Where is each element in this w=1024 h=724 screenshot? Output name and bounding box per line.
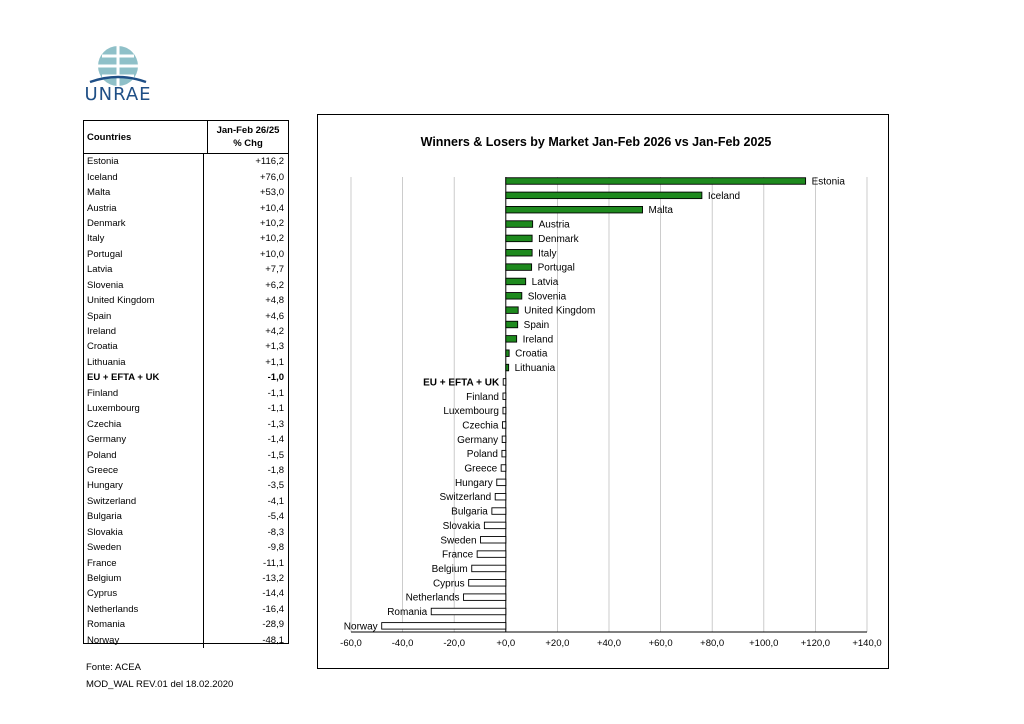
table-row (84, 478, 288, 493)
bar-label: Switzerland (439, 492, 492, 504)
x-tick-label: -60,0 (340, 638, 362, 649)
chart-frame (317, 114, 889, 669)
bar-label: Portugal (537, 262, 575, 274)
bar-label: Norway (343, 621, 378, 633)
table-row (84, 324, 288, 339)
bar-label: Cyprus (432, 578, 465, 590)
change-cell: -8,3 (267, 526, 284, 538)
country-cell: Belgium (84, 571, 204, 586)
table-row (84, 617, 288, 632)
change-cell: -1,1 (267, 403, 284, 415)
change-cell: +116,2 (255, 156, 284, 168)
bar-label: Germany (457, 434, 499, 446)
table-row (84, 633, 288, 648)
bar-united-kingdom (506, 307, 518, 314)
x-tick-label: -40,0 (391, 638, 414, 649)
change-cell: +1,1 (265, 356, 284, 368)
bar-germany (502, 436, 506, 443)
bar-estonia (506, 178, 806, 185)
bar-slovenia (506, 293, 522, 300)
country-cell: Slovakia (84, 525, 204, 540)
table-row (84, 154, 288, 169)
bar-label: Croatia (515, 348, 548, 360)
bar-label: Romania (387, 607, 428, 618)
country-cell: Croatia (84, 339, 204, 354)
change-cell: +53,0 (259, 187, 284, 199)
table-row (84, 339, 288, 354)
change-cell: -1,8 (267, 464, 284, 476)
bar-portugal (506, 264, 532, 271)
table-body (84, 154, 288, 648)
country-cell: Lithuania (84, 355, 204, 370)
bars (382, 178, 806, 629)
bar-switzerland (495, 493, 506, 500)
bar-label: EU + EFTA + UK (423, 377, 500, 389)
change-cell: +1,3 (265, 341, 284, 353)
change-cell: +4,2 (265, 326, 284, 338)
country-cell: Finland (84, 386, 204, 401)
bar-sweden (481, 537, 506, 544)
bar-hungary (497, 479, 506, 486)
table-row (84, 278, 288, 293)
table-row (84, 432, 288, 447)
bar-label: Belgium (431, 563, 468, 575)
change-cell: +76,0 (259, 171, 284, 183)
change-cell: -28,9 (262, 619, 284, 631)
country-cell: France (84, 555, 204, 570)
table-row (84, 293, 288, 308)
change-cell: -4,1 (267, 495, 284, 507)
table-row (84, 231, 288, 246)
table-row (84, 602, 288, 617)
bar-poland (502, 450, 506, 457)
bar-malta (506, 206, 643, 213)
table-row (84, 525, 288, 540)
country-cell: EU + EFTA + UK (84, 370, 204, 385)
change-cell: +7,7 (265, 264, 284, 276)
change-cell: +10,2 (259, 233, 284, 245)
bar-croatia (506, 350, 509, 357)
bar-spain (506, 321, 518, 328)
bar-label: Sweden (440, 535, 477, 547)
header-pct-change (208, 121, 288, 153)
grid (351, 177, 867, 632)
bar-label: Finland (466, 391, 499, 403)
country-cell: Spain (84, 308, 204, 323)
country-cell: Romania (84, 617, 204, 632)
bar-slovakia (484, 522, 505, 529)
bar-finland (503, 393, 506, 400)
bar-label: Poland (466, 449, 498, 461)
table-row (84, 370, 288, 385)
change-cell: -1,4 (267, 434, 284, 446)
change-cell: -3,5 (267, 480, 284, 492)
bar-latvia (506, 278, 526, 285)
bar-cyprus (469, 580, 506, 587)
change-cell: +4,8 (265, 295, 284, 307)
table-row (84, 571, 288, 586)
change-cell: -9,8 (267, 542, 284, 554)
bar-italy (506, 250, 532, 257)
bar-eu-efta-uk (503, 379, 506, 386)
change-cell: -16,4 (262, 603, 284, 615)
country-cell: Estonia (84, 154, 204, 169)
country-cell: Ireland (84, 324, 204, 339)
country-cell: Norway (84, 633, 204, 648)
country-cell: Italy (84, 231, 204, 246)
x-tick-label: +20,0 (545, 638, 570, 649)
bar-label: Austria (538, 219, 570, 231)
bar-netherlands (463, 594, 505, 601)
x-tick-label: +100,0 (749, 638, 779, 649)
bar-label: Iceland (707, 190, 741, 202)
change-cell: +10,2 (259, 217, 284, 229)
bar-bulgaria (492, 508, 506, 515)
country-cell: Greece (84, 463, 204, 478)
change-cell: -5,4 (267, 511, 284, 523)
country-cell: Luxembourg (84, 401, 204, 416)
bar-austria (506, 221, 533, 228)
table-row (84, 555, 288, 570)
change-cell: -1,0 (267, 372, 284, 384)
country-cell: Hungary (84, 478, 204, 493)
country-cell: Germany (84, 432, 204, 447)
country-cell: Czechia (84, 416, 204, 431)
bar-label: Ireland (522, 334, 554, 346)
bar-ireland (506, 336, 517, 343)
country-change-table (83, 120, 289, 644)
country-cell: Denmark (84, 216, 204, 231)
table-row (84, 509, 288, 524)
change-cell: -11,1 (263, 557, 284, 569)
bar-label: United Kingdom (524, 305, 596, 317)
x-tick-label: +0,0 (496, 638, 516, 649)
bar-label: Greece (464, 463, 498, 475)
country-cell: United Kingdom (84, 293, 204, 308)
bar-czechia (502, 422, 505, 429)
bar-label: Hungary (454, 477, 493, 489)
table-row (84, 540, 288, 555)
bar-label: Denmark (538, 233, 579, 245)
table-row (84, 308, 288, 323)
bar-romania (431, 608, 506, 615)
change-cell: -14,4 (262, 588, 284, 600)
bar-label: Bulgaria (451, 506, 488, 518)
x-tick-label: +40,0 (596, 638, 622, 649)
bar-denmark (506, 235, 532, 242)
table-header (84, 121, 288, 154)
table-row (84, 463, 288, 478)
x-tick-label: +120,0 (800, 638, 831, 649)
chart-title: Winners & Losers by Market Jan-Feb 2026 vs Jan-Feb 2025 (420, 135, 772, 149)
table-row (84, 416, 288, 431)
x-tick-label: -20,0 (443, 638, 466, 649)
bar-labels (344, 177, 846, 633)
x-tick-label: +140,0 (852, 638, 882, 649)
country-cell: Latvia (84, 262, 204, 277)
bar-label: Netherlands (405, 592, 460, 604)
bar-label: Malta (648, 205, 673, 217)
table-row (84, 169, 288, 184)
change-cell: -48,1 (262, 634, 284, 646)
bar-label: Estonia (811, 176, 845, 188)
table-row (84, 247, 288, 262)
country-cell: Portugal (84, 247, 204, 262)
x-tick-label: +60,0 (648, 638, 673, 649)
change-cell: +4,6 (265, 310, 284, 322)
logo-text: UNRAE (84, 84, 152, 105)
country-cell: Switzerland (84, 494, 204, 509)
header-chg-line2: % Chg (233, 138, 263, 149)
bar-label: Italy (538, 248, 557, 260)
bar-label: Slovakia (442, 520, 481, 532)
table-row (84, 355, 288, 370)
change-cell: -13,2 (262, 573, 284, 585)
country-cell: Netherlands (84, 602, 204, 617)
table-row (84, 262, 288, 277)
country-cell: Iceland (84, 169, 204, 184)
change-cell: -1,1 (267, 387, 284, 399)
country-cell: Austria (84, 200, 204, 215)
bar-label: Spain (523, 320, 550, 331)
change-cell: +10,0 (259, 248, 284, 260)
country-cell: Poland (84, 447, 204, 462)
bar-label: Latvia (531, 276, 559, 288)
winners-losers-chart (318, 115, 888, 668)
table-row (84, 200, 288, 215)
source-note: Fonte: ACEA (86, 662, 141, 673)
x-tick-label: +80,0 (700, 638, 725, 649)
bar-label: Czechia (462, 420, 499, 432)
bar-label: France (442, 549, 474, 561)
table-row (84, 586, 288, 601)
table-row (84, 216, 288, 231)
table-row (84, 401, 288, 416)
bar-belgium (472, 565, 506, 572)
change-cell: -1,3 (267, 418, 284, 430)
bar-lithuania (506, 364, 509, 371)
country-cell: Cyprus (84, 586, 204, 601)
x-axis (340, 632, 881, 649)
header-countries: Countries (84, 121, 208, 153)
bar-luxembourg (503, 407, 506, 414)
header-chg-line1: Jan-Feb 26/25 (216, 125, 280, 136)
document-id: MOD_WAL REV.01 del 18.02.2020 (86, 679, 234, 690)
table-row (84, 447, 288, 462)
bar-greece (501, 465, 506, 472)
bar-iceland (506, 192, 702, 199)
change-cell: +6,2 (265, 279, 284, 291)
country-cell: Slovenia (84, 278, 204, 293)
country-cell: Sweden (84, 540, 204, 555)
bar-label: Lithuania (514, 363, 556, 375)
table-row (84, 185, 288, 200)
country-cell: Bulgaria (84, 509, 204, 524)
bar-france (477, 551, 506, 558)
table-row (84, 386, 288, 401)
bar-norway (382, 623, 506, 630)
change-cell: -1,5 (267, 449, 284, 461)
change-cell: +10,4 (259, 202, 284, 214)
table-row (84, 494, 288, 509)
bar-label: Slovenia (527, 291, 567, 303)
bar-label: Luxembourg (443, 406, 499, 418)
country-cell: Malta (84, 185, 204, 200)
